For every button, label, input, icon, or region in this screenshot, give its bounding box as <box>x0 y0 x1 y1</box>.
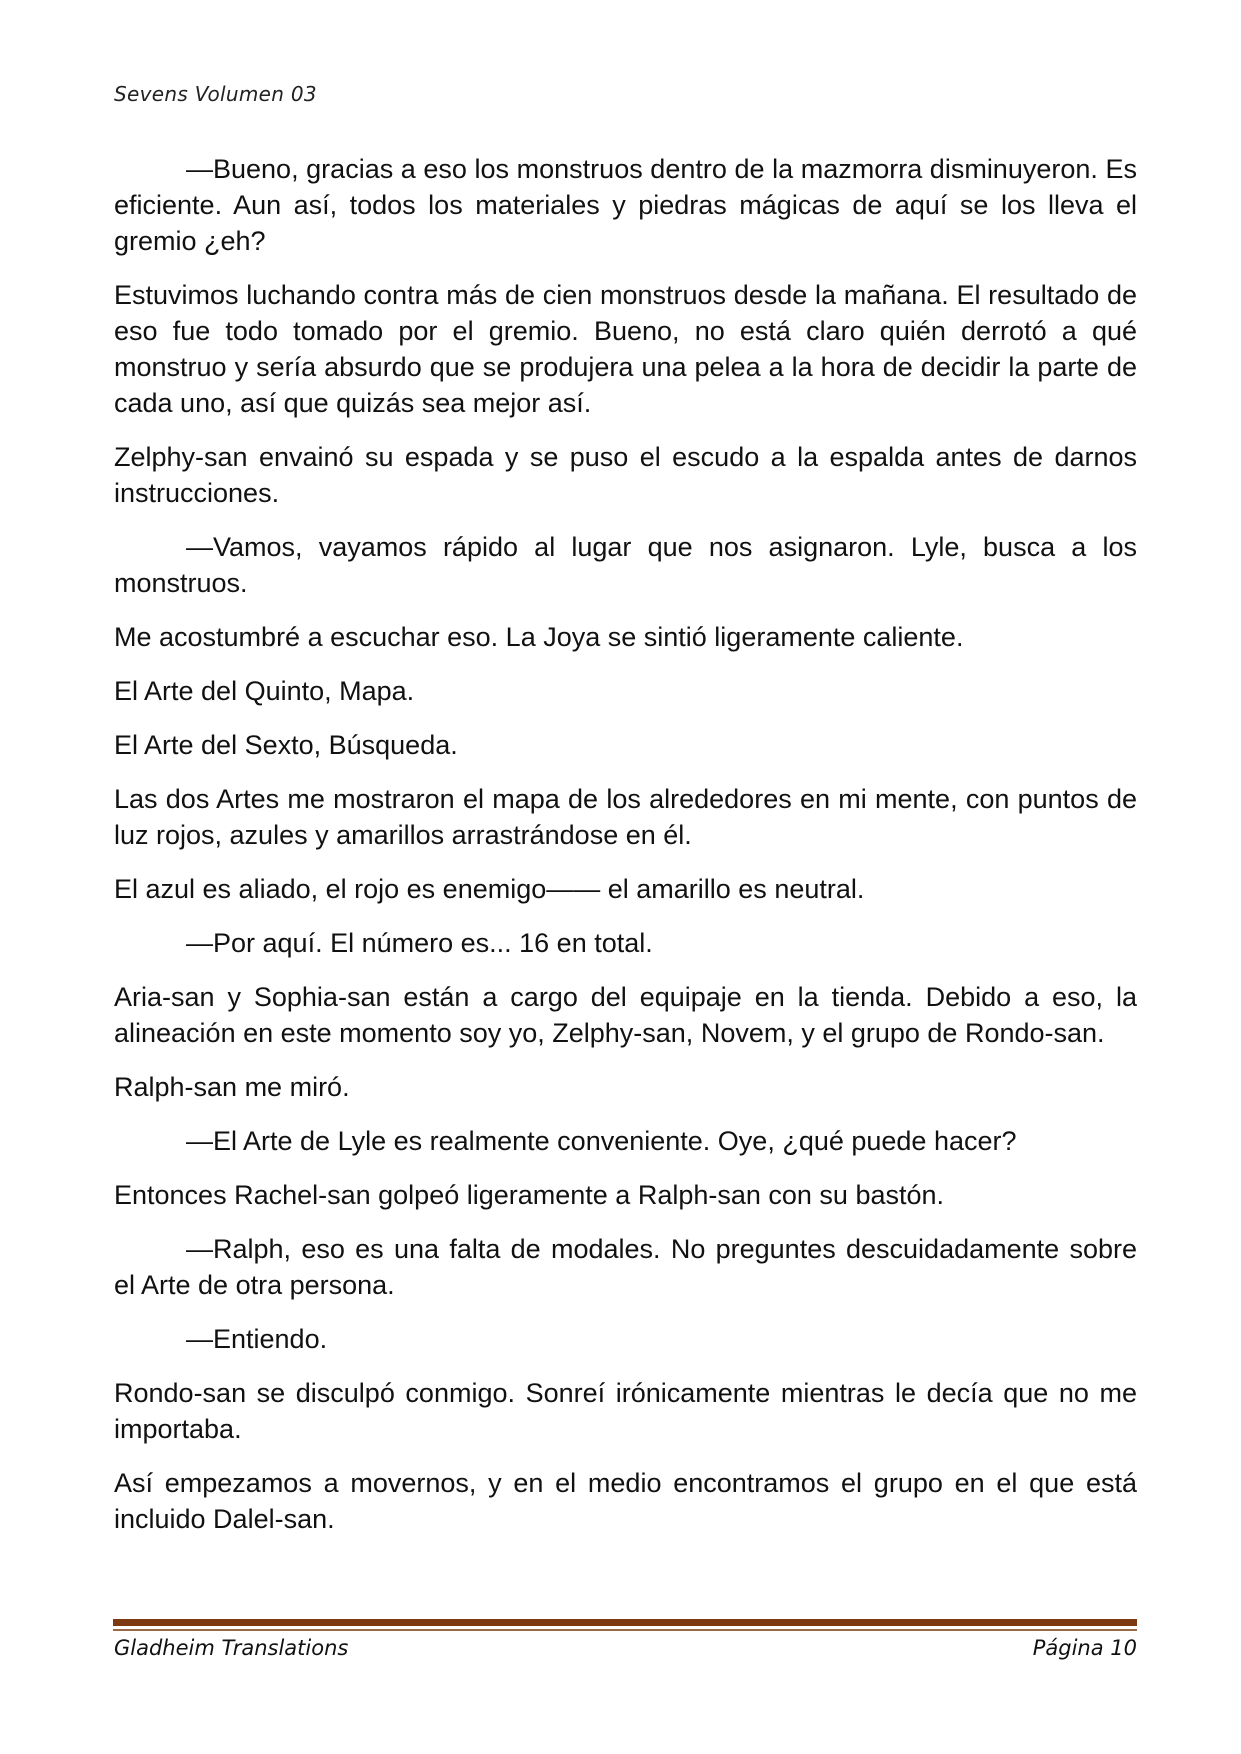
paragraph: El Arte del Quinto, Mapa. <box>114 676 415 706</box>
footer-rule <box>113 1619 1137 1626</box>
running-header: Sevens Volumen 03 <box>114 82 317 106</box>
dialogue-paragraph: —Ralph, eso es una falta de modales. No preguntes descuidadamente sobre el Arte de otra persona. <box>114 1234 1137 1300</box>
page-number: Página 10 <box>1032 1636 1137 1660</box>
paragraph: Aria-san y Sophia-san están a cargo del equipaje en la tienda. Debido a eso, la alineación en este momento soy yo, Zelphy-san, Novem, y el grupo de Rondo-san. <box>114 982 1137 1048</box>
paragraph: Ralph-san me miró. <box>114 1072 350 1102</box>
dialogue-paragraph: —Entiendo. <box>186 1324 328 1354</box>
footer-rule-thin <box>113 1629 1137 1631</box>
dialogue-paragraph: —Por aquí. El número es... 16 en total. <box>186 928 653 958</box>
footer-publisher: Gladheim Translations <box>114 1636 349 1660</box>
paragraph: Así empezamos a movernos, y en el medio encontramos el grupo en el que está incluido Dalel-san. <box>114 1468 1137 1534</box>
dialogue-paragraph: —Vamos, vayamos rápido al lugar que nos asignaron. Lyle, busca a los monstruos. <box>114 532 1137 598</box>
paragraph: El azul es aliado, el rojo es enemigo—— el amarillo es neutral. <box>114 874 865 904</box>
paragraph: Entonces Rachel-san golpeó ligeramente a Ralph-san con su bastón. <box>114 1180 945 1210</box>
paragraph: El Arte del Sexto, Búsqueda. <box>114 730 458 760</box>
paragraph: Zelphy-san envainó su espada y se puso el escudo a la espalda antes de darnos instrucciones. <box>114 442 1137 508</box>
dialogue-paragraph: —Bueno, gracias a eso los monstruos dentro de la mazmorra disminuyeron. Es eficiente. Aun así, todos los materiales y piedras mágicas de aquí se los lleva el gremio ¿eh? <box>114 154 1137 256</box>
paragraph: Me acostumbré a escuchar eso. La Joya se sintió ligeramente caliente. <box>114 622 964 652</box>
paragraph: Las dos Artes me mostraron el mapa de los alrededores en mi mente, con puntos de luz rojos, azules y amarillos arrastrándose en él. <box>114 784 1137 850</box>
dialogue-paragraph: —El Arte de Lyle es realmente conveniente. Oye, ¿qué puede hacer? <box>186 1126 1017 1156</box>
body-text <box>114 151 1137 1555</box>
paragraph: Rondo-san se disculpó conmigo. Sonreí irónicamente mientras le decía que no me importaba. <box>114 1378 1137 1444</box>
paragraph: Estuvimos luchando contra más de cien monstruos desde la mañana. El resultado de eso fue todo tomado por el gremio. Bueno, no está claro quién derrotó a qué monstruo y sería absurdo que se produjera una pelea a la hora de decidir la parte de cada uno, así que quizás sea mejor así. <box>114 280 1137 418</box>
